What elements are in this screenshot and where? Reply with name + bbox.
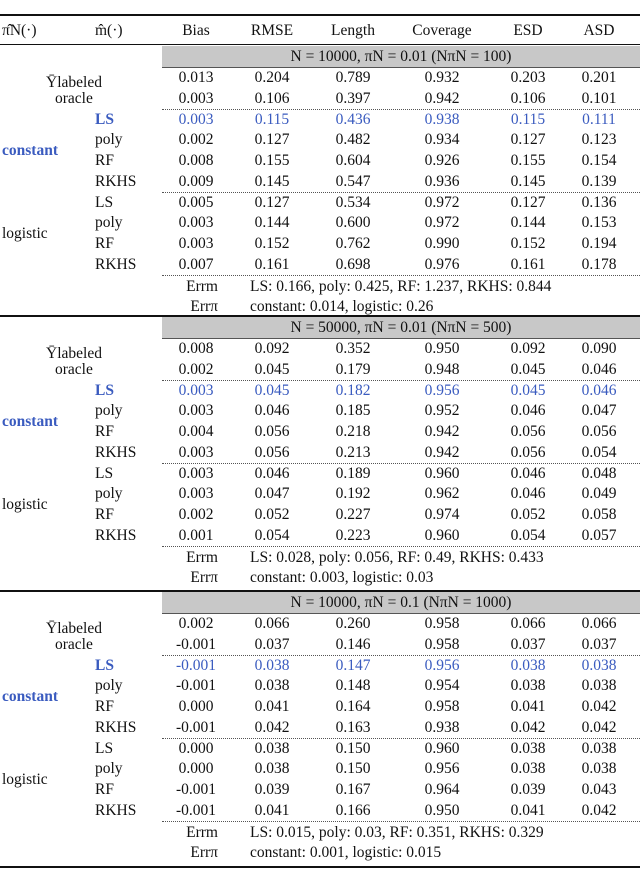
cell-asd: 0.042 [581,801,617,819]
cell-rmse: 0.144 [254,214,290,232]
table-row-constant-rf [0,421,640,442]
cell-esd: 0.038 [510,677,546,695]
cell-asd: 0.038 [581,677,617,695]
cell-rmse: 0.041 [254,801,290,819]
cell-asd: 0.047 [581,402,617,420]
constant-group-label: constant [2,412,58,430]
cell-coverage: 0.990 [424,235,460,252]
table-row-logistic-rkhs [0,525,640,546]
cell-asd: 0.066 [581,615,617,632]
err-pi-label: Errπ [190,569,218,587]
cell-asd: 0.046 [581,381,617,399]
cell-coverage: 0.960 [424,464,460,482]
cell-bias: 0.003 [178,381,214,399]
header-length: Length [331,22,375,39]
cell-rmse: 0.145 [254,172,290,190]
cell-rmse: 0.066 [254,615,290,632]
cell-bias: 0.001 [178,526,214,544]
cell-bias: 0.002 [178,506,214,523]
cell-asd: 0.038 [581,760,617,778]
err-pi-row [0,567,640,588]
cell-rmse: 0.041 [254,698,290,715]
cell-coverage: 0.938 [424,110,460,128]
cell-rmse: 0.038 [254,656,290,674]
model-label: RKHS [95,172,137,190]
cell-bias: -0.001 [175,801,217,819]
cell-esd: 0.127 [510,193,546,211]
cell-rmse: 0.204 [254,69,290,86]
cell-coverage: 0.972 [424,193,460,211]
table-row-oracle [0,88,640,109]
model-label: poly [95,760,123,778]
cell-esd: 0.046 [510,402,546,420]
cell-esd: 0.092 [510,340,546,357]
cell-esd: 0.039 [510,781,546,798]
cell-esd: 0.155 [510,152,546,169]
cell-bias: 0.007 [178,255,214,273]
cell-esd: 0.038 [510,656,546,674]
cell-length: 0.189 [335,464,371,482]
cell-coverage: 0.956 [424,381,460,399]
cell-bias: 0.003 [178,89,214,107]
header-rmse: RMSE [250,22,294,39]
cell-rmse: 0.037 [254,635,290,653]
logistic-group-label: logistic [2,770,48,788]
cell-coverage: 0.974 [424,506,460,523]
setting-band: N = 10000, πN = 0.1 (NπN = 1000) [162,592,640,614]
cell-bias: 0.002 [178,131,214,149]
table-row-constant-ls [0,109,640,130]
cell-coverage: 0.958 [424,615,460,632]
cell-asd: 0.048 [581,464,617,482]
cell-length: 0.436 [335,110,371,128]
model-label: RF [95,698,114,715]
cell-coverage: 0.936 [424,172,460,190]
cell-length: 0.260 [335,615,371,632]
cell-esd: 0.144 [510,214,546,232]
cell-length: 0.213 [335,443,371,461]
cell-rmse: 0.038 [254,677,290,695]
cell-bias: 0.002 [178,615,214,632]
err-pi-label: Errπ [190,844,218,862]
cell-rmse: 0.052 [254,506,290,523]
cell-length: 0.164 [335,698,371,715]
cell-asd: 0.056 [581,423,617,440]
cell-esd: 0.056 [510,443,546,461]
cell-bias: 0.004 [178,423,214,440]
cell-coverage: 0.958 [424,698,460,715]
cell-rmse: 0.046 [254,402,290,420]
err-m-label: Errm [186,277,218,295]
table-row-ylabeled [0,613,640,637]
cell-esd: 0.054 [510,526,546,544]
ylabeled-label: Ȳlabeled [46,620,102,637]
cell-asd: 0.042 [581,718,617,736]
cell-asd: 0.054 [581,443,617,461]
table-row-logistic-rkhs [0,800,640,821]
cell-asd: 0.058 [581,506,617,523]
cell-esd: 0.145 [510,172,546,190]
cell-esd: 0.041 [510,801,546,819]
model-label: poly [95,402,123,420]
err-m-label: Errm [186,823,218,841]
oracle-label: oracle [55,635,93,653]
err-m-values: LS: 0.015, poly: 0.03, RF: 0.351, RKHS: 0.329 [250,823,544,841]
cell-esd: 0.045 [510,360,546,378]
cell-asd: 0.154 [581,152,617,169]
table-row-constant-poly [0,675,640,696]
cell-bias: -0.001 [175,781,217,798]
cell-rmse: 0.046 [254,464,290,482]
ylabeled-label: Ȳlabeled [46,74,102,91]
cell-asd: 0.037 [581,635,617,653]
cell-asd: 0.090 [581,340,617,357]
table-row-oracle [0,359,640,380]
model-label: RF [95,423,114,440]
cell-length: 0.182 [335,381,371,399]
cell-esd: 0.038 [510,760,546,778]
model-label: LS [95,656,114,674]
constant-group-label: constant [2,141,58,159]
model-label: RF [95,152,114,169]
setting-band: N = 50000, πN = 0.01 (NπN = 500) [162,317,640,339]
cell-length: 0.482 [335,131,371,149]
cell-rmse: 0.056 [254,443,290,461]
table-row-oracle [0,634,640,655]
cell-length: 0.218 [335,423,371,440]
header-row [0,19,640,43]
cell-asd: 0.043 [581,781,617,798]
cell-coverage: 0.954 [424,677,460,695]
cell-coverage: 0.960 [424,526,460,544]
table-row-constant-ls [0,380,640,401]
cell-length: 0.185 [335,402,371,420]
cell-coverage: 0.948 [424,360,460,378]
cell-rmse: 0.161 [254,255,290,273]
cell-asd: 0.038 [581,739,617,757]
cell-bias: 0.009 [178,172,214,190]
model-label: RKHS [95,526,137,544]
header-m: m̂(·) [95,22,123,39]
err-pi-values: constant: 0.003, logistic: 0.03 [250,569,434,587]
cell-esd: 0.115 [510,110,546,128]
model-label: RKHS [95,718,137,736]
cell-rmse: 0.045 [254,381,290,399]
model-label: poly [95,214,123,232]
table-row-logistic-rf [0,233,640,254]
cell-bias: -0.001 [175,718,217,736]
err-pi-values: constant: 0.014, logistic: 0.26 [250,298,434,316]
table-row-constant-rkhs [0,717,640,738]
model-label: RF [95,506,114,523]
cell-coverage: 0.972 [424,214,460,232]
table-row-logistic-ls [0,738,640,759]
cell-rmse: 0.115 [254,110,290,128]
cell-asd: 0.042 [581,698,617,715]
cell-rmse: 0.155 [254,152,290,169]
cell-rmse: 0.056 [254,423,290,440]
cell-asd: 0.194 [581,235,617,252]
cell-length: 0.762 [335,235,371,252]
cell-length: 0.534 [335,193,371,211]
cell-length: 0.163 [335,718,371,736]
cell-length: 0.547 [335,172,371,190]
header-pi: π̂N(·) [2,22,37,39]
header-esd: ESD [513,22,543,39]
cell-coverage: 0.962 [424,485,460,503]
err-m-row [0,822,640,843]
cell-asd: 0.139 [581,172,617,190]
cell-coverage: 0.956 [424,656,460,674]
cell-coverage: 0.958 [424,635,460,653]
cell-length: 0.604 [335,152,371,169]
table-row-ylabeled [0,67,640,91]
cell-asd: 0.038 [581,656,617,674]
err-m-label: Errm [186,548,218,566]
cell-coverage: 0.942 [424,443,460,461]
cell-asd: 0.049 [581,485,617,503]
model-label: LS [95,739,114,757]
table-row-constant-rf [0,150,640,171]
cell-bias: 0.008 [178,340,214,357]
model-label: LS [95,110,114,128]
cell-bias: -0.001 [175,635,217,653]
table-row-constant-rf [0,696,640,717]
cell-bias: 0.003 [178,110,214,128]
cell-bias: 0.003 [178,485,214,503]
cell-bias: 0.003 [178,443,214,461]
cell-length: 0.600 [335,214,371,232]
err-pi-values: constant: 0.001, logistic: 0.015 [250,844,442,862]
cell-bias: 0.003 [178,464,214,482]
cell-coverage: 0.926 [424,152,460,169]
cell-rmse: 0.038 [254,760,290,778]
cell-esd: 0.127 [510,131,546,149]
cell-length: 0.397 [335,89,371,107]
cell-asd: 0.046 [581,360,617,378]
cell-asd: 0.201 [581,69,617,86]
cell-esd: 0.106 [510,89,546,107]
oracle-label: oracle [55,360,93,378]
header-bias: Bias [182,22,210,39]
cell-bias: 0.003 [178,214,214,232]
cell-coverage: 0.942 [424,423,460,440]
cell-length: 0.150 [335,739,371,757]
err-m-row [0,276,640,297]
cell-bias: -0.001 [175,656,217,674]
ylabeled-label: Ȳlabeled [46,345,102,362]
cell-coverage: 0.956 [424,760,460,778]
model-label: RF [95,781,114,798]
cell-esd: 0.046 [510,485,546,503]
cell-rmse: 0.152 [254,235,290,252]
header-asd: ASD [583,22,615,39]
cell-bias: 0.005 [178,193,214,211]
table-row-constant-poly [0,129,640,150]
cell-bias: 0.003 [178,235,214,252]
cell-length: 0.146 [335,635,371,653]
cell-asd: 0.057 [581,526,617,544]
cell-length: 0.179 [335,360,371,378]
cell-length: 0.150 [335,760,371,778]
cell-rmse: 0.127 [254,131,290,149]
cell-coverage: 0.938 [424,718,460,736]
table-row-constant-rkhs [0,171,640,192]
cell-asd: 0.178 [581,255,617,273]
cell-esd: 0.046 [510,464,546,482]
cell-rmse: 0.042 [254,718,290,736]
logistic-group-label: logistic [2,224,48,242]
table-row-logistic-poly [0,758,640,779]
model-label: LS [95,193,114,211]
model-label: LS [95,464,114,482]
table-row-logistic-poly [0,483,640,504]
cell-esd: 0.045 [510,381,546,399]
model-label: RKHS [95,255,137,273]
cell-rmse: 0.038 [254,739,290,757]
cell-rmse: 0.092 [254,340,290,357]
err-pi-row [0,842,640,863]
cell-asd: 0.153 [581,214,617,232]
bottom-rule [0,866,640,868]
model-label: poly [95,677,123,695]
cell-length: 0.227 [335,506,371,523]
table-row-logistic-ls [0,192,640,213]
cell-esd: 0.042 [510,718,546,736]
cell-coverage: 0.952 [424,402,460,420]
top-rule [0,14,640,16]
cell-coverage: 0.932 [424,69,460,86]
cell-esd: 0.161 [510,255,546,273]
cell-esd: 0.038 [510,739,546,757]
cell-bias: 0.000 [178,760,214,778]
cell-esd: 0.152 [510,235,546,252]
cell-coverage: 0.976 [424,255,460,273]
cell-length: 0.192 [335,485,371,503]
model-label: RF [95,235,114,252]
cell-length: 0.352 [335,340,371,357]
model-label: poly [95,485,123,503]
cell-coverage: 0.964 [424,781,460,798]
model-label: RKHS [95,801,137,819]
cell-esd: 0.203 [510,69,546,86]
model-label: LS [95,381,114,399]
table-row-constant-rkhs [0,442,640,463]
cell-bias: 0.002 [178,360,214,378]
cell-esd: 0.066 [510,615,546,632]
cell-length: 0.148 [335,677,371,695]
cell-rmse: 0.127 [254,193,290,211]
table-row-ylabeled [0,338,640,362]
err-pi-label: Errπ [190,298,218,316]
cell-bias: -0.001 [175,677,217,695]
table-row-constant-ls [0,655,640,676]
model-label: RKHS [95,443,137,461]
cell-bias: 0.003 [178,402,214,420]
table-row-logistic-rkhs [0,254,640,275]
table-row-logistic-rf [0,504,640,525]
cell-length: 0.147 [335,656,371,674]
oracle-label: oracle [55,89,93,107]
cell-bias: 0.008 [178,152,214,169]
cell-esd: 0.056 [510,423,546,440]
cell-esd: 0.041 [510,698,546,715]
cell-coverage: 0.934 [424,131,460,149]
cell-esd: 0.037 [510,635,546,653]
cell-rmse: 0.047 [254,485,290,503]
header-coverage: Coverage [412,22,472,39]
cell-bias: 0.000 [178,698,214,715]
cell-length: 0.223 [335,526,371,544]
logistic-group-label: logistic [2,495,48,513]
table-row-logistic-poly [0,212,640,233]
cell-coverage: 0.950 [424,340,460,357]
cell-asd: 0.123 [581,131,617,149]
cell-coverage: 0.942 [424,89,460,107]
cell-length: 0.789 [335,69,371,86]
err-m-row [0,547,640,568]
table-row-constant-poly [0,400,640,421]
cell-rmse: 0.106 [254,89,290,107]
cell-bias: 0.000 [178,739,214,757]
cell-rmse: 0.045 [254,360,290,378]
cell-length: 0.166 [335,801,371,819]
cell-esd: 0.052 [510,506,546,523]
cell-rmse: 0.039 [254,781,290,798]
header-rule [0,44,640,45]
table-row-logistic-rf [0,779,640,800]
cell-coverage: 0.960 [424,739,460,757]
cell-coverage: 0.950 [424,801,460,819]
model-label: poly [95,131,123,149]
cell-asd: 0.136 [581,193,617,211]
constant-group-label: constant [2,687,58,705]
err-m-values: LS: 0.166, poly: 0.425, RF: 1.237, RKHS: 0.844 [250,277,552,295]
cell-length: 0.698 [335,255,371,273]
cell-rmse: 0.054 [254,526,290,544]
err-m-values: LS: 0.028, poly: 0.056, RF: 0.49, RKHS: 0.433 [250,548,544,566]
setting-band: N = 10000, πN = 0.01 (NπN = 100) [162,46,640,68]
cell-length: 0.167 [335,781,371,798]
cell-asd: 0.111 [582,110,616,128]
cell-asd: 0.101 [581,89,617,107]
table-row-logistic-ls [0,463,640,484]
cell-bias: 0.013 [178,69,214,86]
